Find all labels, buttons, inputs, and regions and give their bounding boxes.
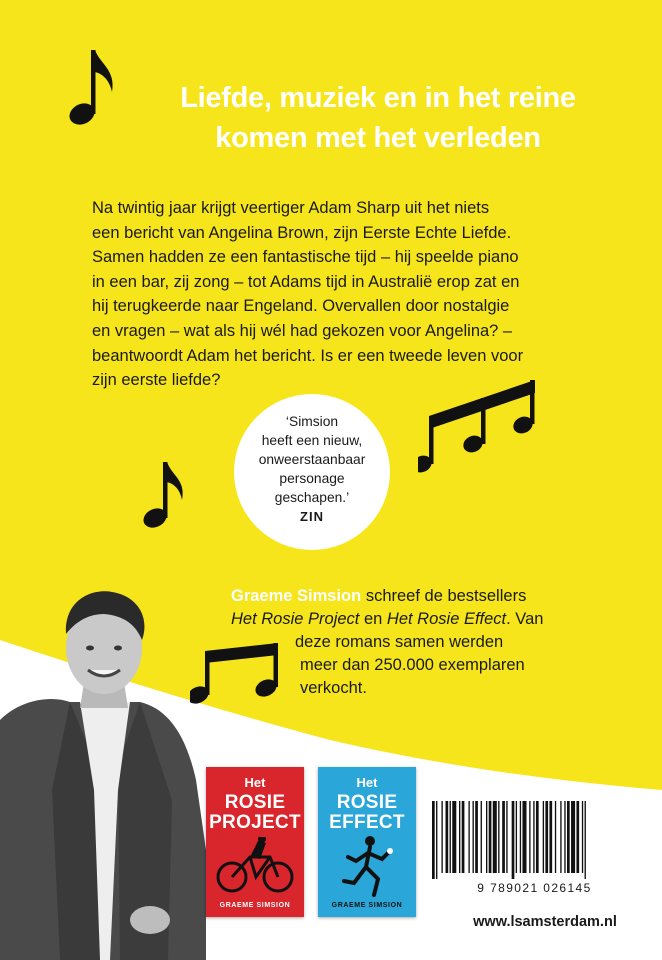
book-cover-author: GRAEME SIMSION [219, 902, 291, 909]
blurb-text [92, 196, 612, 393]
book-cover-title-line: PROJECT [209, 812, 301, 833]
beamed-notes-icon [418, 378, 550, 478]
bio-line-2 [231, 608, 543, 631]
blurb-line: Samen hadden ze een fantastische tijd – hij speelde piano [92, 248, 519, 267]
publisher-website: www.lsamsterdam.nl [473, 914, 617, 930]
bio-line-3: deze romans samen werden [295, 633, 504, 651]
blurb-line: beantwoordt Adam het bericht. Is er een tweede leven voor [92, 346, 524, 365]
book-cover-author: GRAEME SIMSION [331, 902, 403, 909]
music-note-icon [66, 44, 118, 130]
review-quote-circle [234, 394, 390, 550]
isbn-barcode [423, 793, 646, 903]
book-title-1: Het Rosie Project [231, 610, 360, 628]
book-cover-title [206, 773, 304, 833]
book-cover-title [318, 773, 416, 833]
quote-line: onweerstaanbaar [258, 452, 366, 467]
isbn-number: 9 789021 026145 [477, 881, 592, 895]
author-name: Graeme Simsion [231, 587, 362, 605]
review-quote [234, 412, 390, 507]
book-cover-rosie-project [206, 767, 304, 917]
quote-line: personage [279, 471, 345, 486]
tagline-line-1: Liefde, muziek en in het reine [180, 82, 576, 114]
author-photo [0, 590, 206, 960]
book-cover-title-line: EFFECT [329, 812, 405, 833]
book-cover-title-line: ROSIE [336, 792, 398, 813]
blurb-line: een bericht van Angelina Brown, zijn Eerste Echte Liefde. [92, 223, 512, 242]
bio-text: en [359, 610, 387, 628]
tagline-line-2: komen met het verleden [215, 122, 541, 154]
quote-line: geschapen.’ [274, 490, 350, 505]
book-title-2: Het Rosie Effect [386, 610, 507, 628]
blurb-line: Na twintig jaar krijgt veertiger Adam Sharp uit het niets [92, 199, 490, 217]
bio-text: schreef de bestsellers [361, 587, 527, 605]
eighth-note-icon [140, 458, 190, 532]
book-cover-title-line: ROSIE [224, 792, 286, 813]
book-cover-rosie-effect [318, 767, 416, 917]
quote-source: ZIN [300, 509, 324, 524]
quote-line: ‘Simsion [285, 414, 339, 429]
runner-illustration [336, 835, 398, 897]
bio-line-5: verkocht. [300, 679, 367, 697]
blurb-line: zijn eerste liefde? [92, 371, 221, 390]
bio-line-4: meer dan 250.000 exemplaren [300, 656, 525, 674]
bio-line-1 [231, 585, 526, 608]
tagline [118, 78, 638, 158]
cyclist-illustration [214, 837, 296, 893]
quote-line: heeft een nieuw, [261, 433, 363, 448]
blurb-line: in een bar, zij zong – tot Adams tijd in Australië erop zat en [92, 272, 520, 291]
blurb-line: hij terugkeerde naar Engeland. Overvallen door nostalgie [92, 297, 510, 316]
book-cover-title-small: Het [244, 775, 266, 790]
bio-text: . Van [506, 610, 544, 628]
book-cover-title-small: Het [356, 775, 378, 790]
blurb-line: en vragen – wat als hij wél had gekozen voor Angelina? – [92, 321, 513, 340]
barcode-bars [432, 801, 637, 879]
